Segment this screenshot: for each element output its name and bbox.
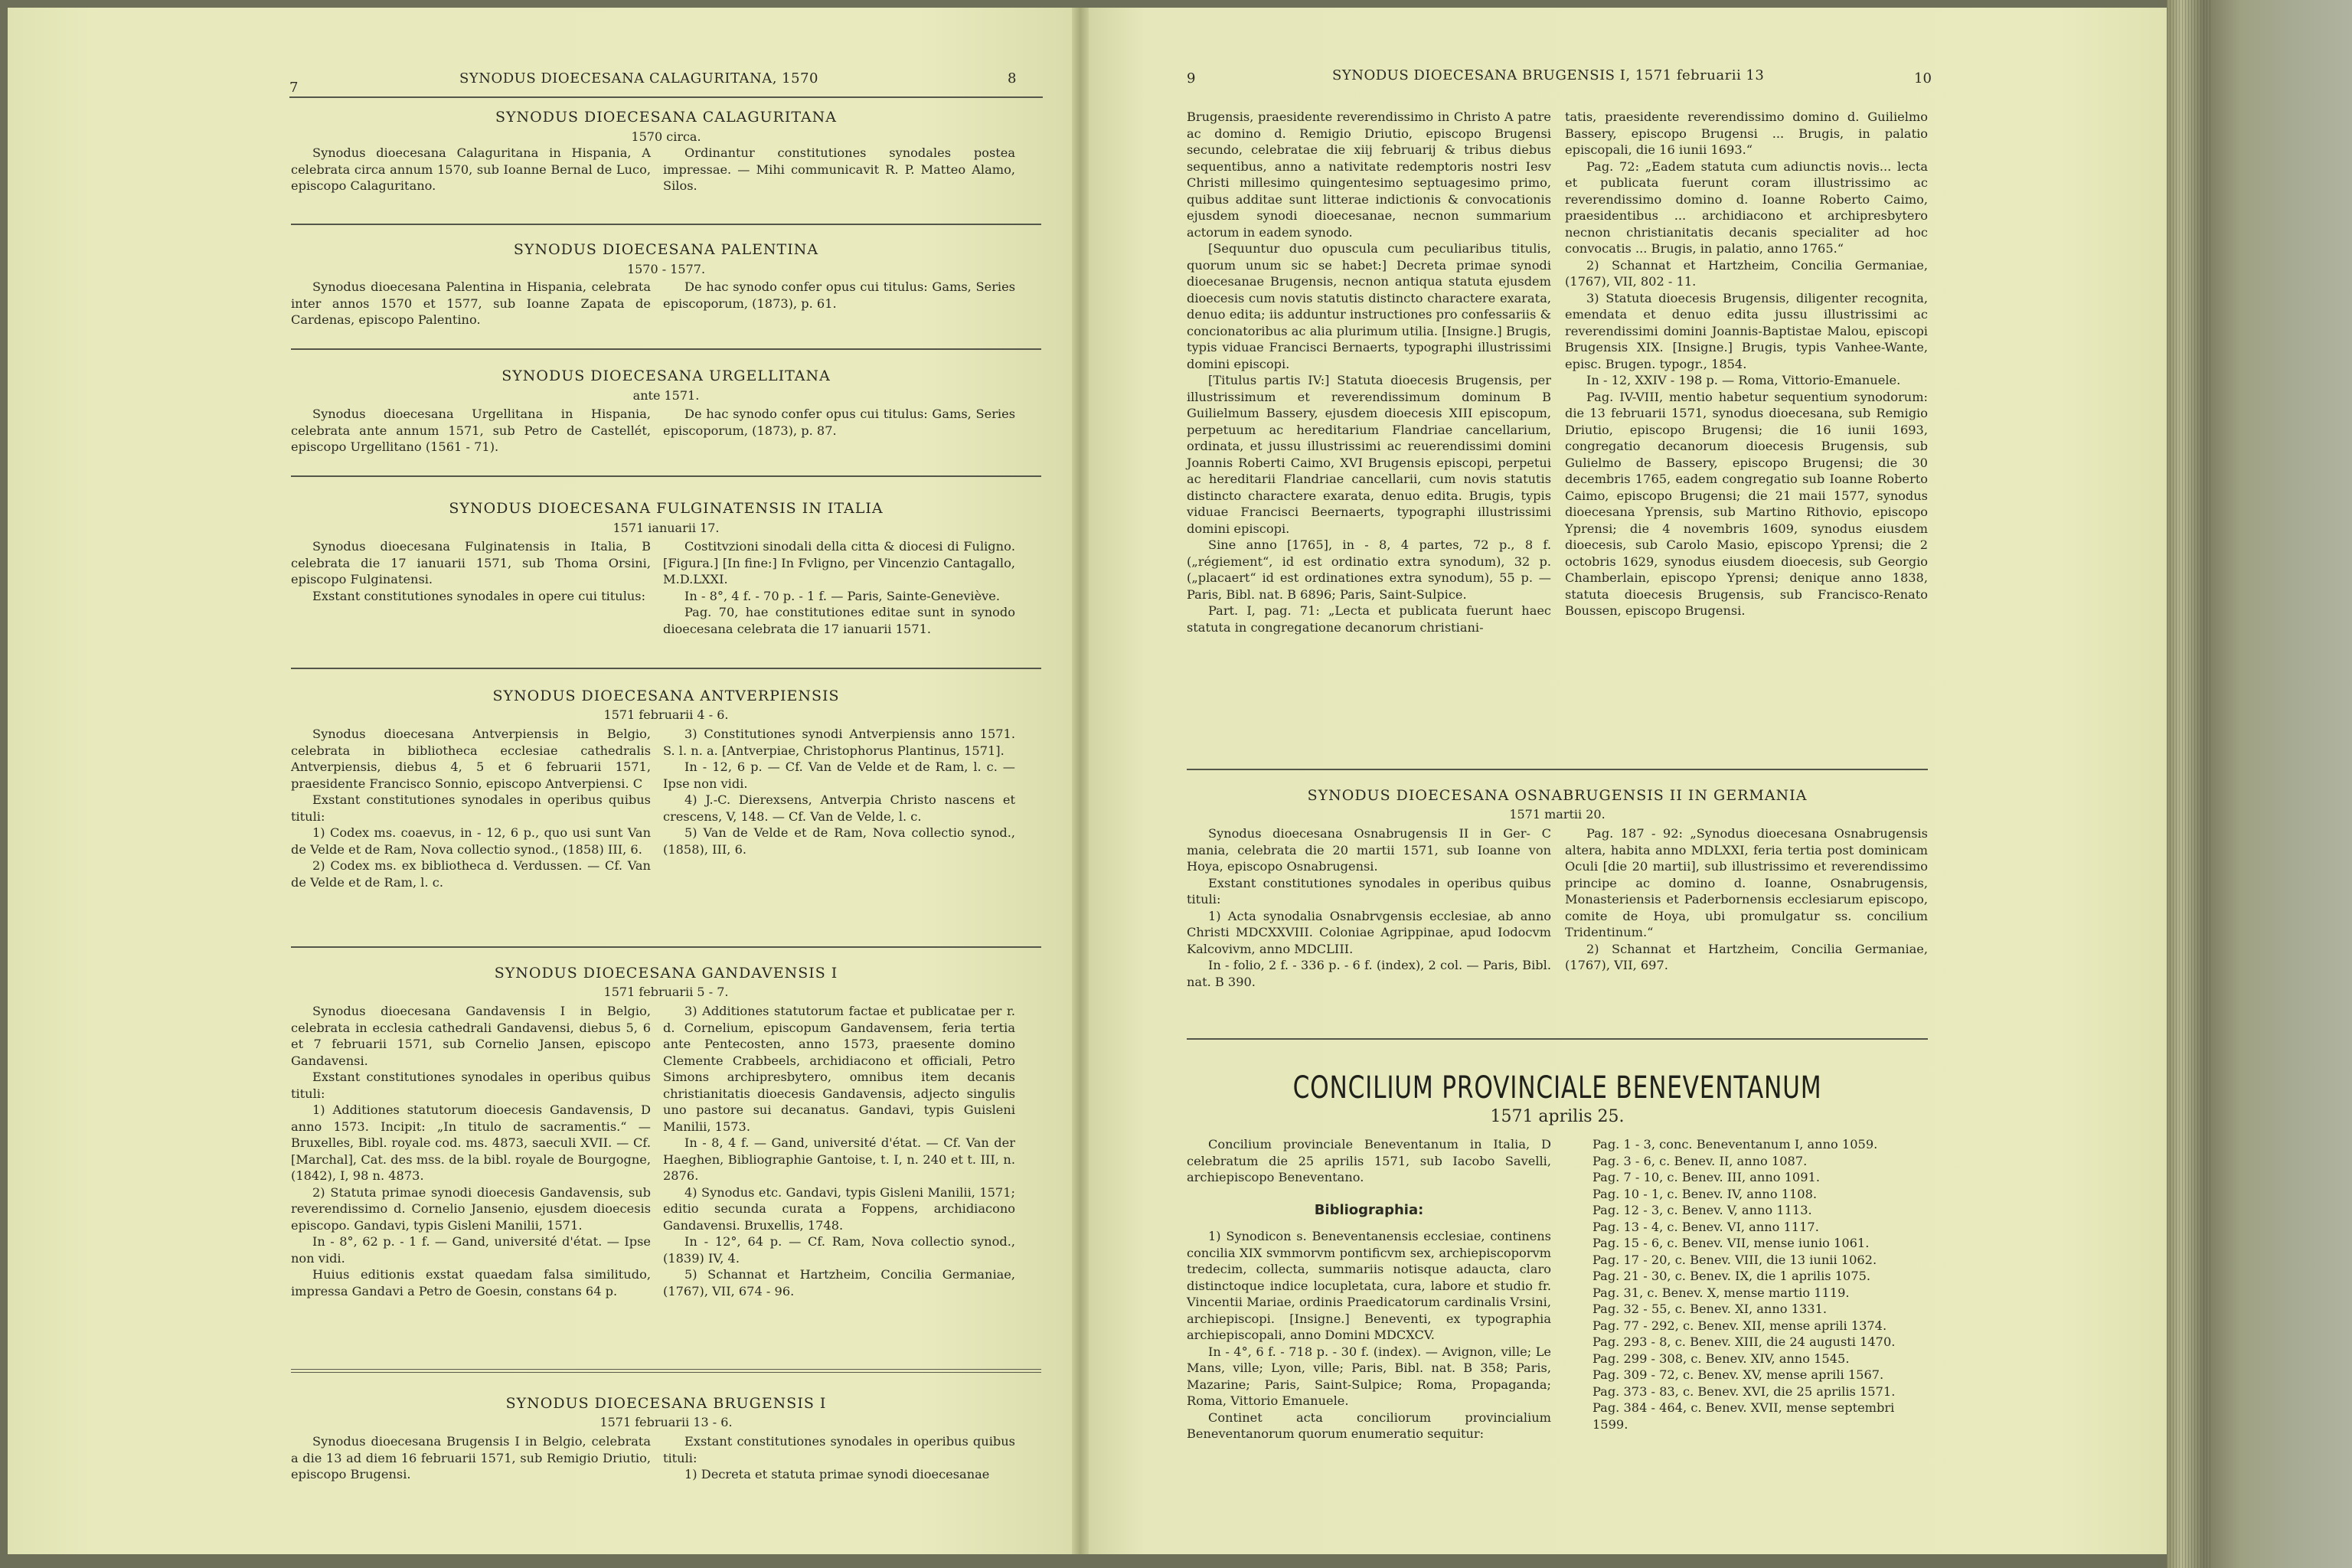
left-head-rule bbox=[289, 96, 1043, 98]
section-title-beneventanum: CONCILIUM PROVINCIALE BENEVENTANUM bbox=[1292, 1070, 1822, 1106]
brugensis-cont-col2 bbox=[1565, 109, 1928, 619]
paragraph: In - 8°, 62 p. - 1 f. — Gand, université d'état. — Ipse non vidi. bbox=[291, 1234, 651, 1266]
section-rule bbox=[291, 1369, 1041, 1373]
list-item: Pag. 299 - 308, c. Benev. XIV, anno 1545. bbox=[1592, 1351, 1850, 1366]
section-title-fulginatensis: SYNODUS DIOECESANA FULGINATENSIS IN ITALIA bbox=[449, 500, 884, 517]
paragraph: 5) Van de Velde et de Ram, Nova collectio synod., (1858), III, 6. bbox=[663, 825, 1015, 857]
paragraph: Sine anno [1765], in - 8, 4 partes, 72 p., 8 f. („régiement“, id est ordinatio extra synodum), 32 p. („placaert“ id est ordinationes extra synodum), 55 p. — Paris, Bibl. nat. B 6896; Paris, Saint-Sulpice. bbox=[1187, 537, 1551, 602]
paragraph: In - 12°, 64 p. — Cf. Ram, Nova collectio synod., (1839) IV, 4. bbox=[663, 1234, 1015, 1266]
section-rule bbox=[291, 348, 1041, 350]
paragraph: Brugensis, praesidente reverendissimo in Christo A patre ac domino d. Remigio Driutio, episcopo Brugensi secundo, celebratae die xiij februarij & tribus diebus sequentibus, anno a nativitate redemptoris nostri Iesv Christi millesimo quingentesimo septuagesimo primo, quibus additae sunt litterae indictionis & convocationis ejusdem synodi dioecesanae, necnon summarium actorum in eadem synodo. bbox=[1187, 109, 1551, 240]
paragraph: Exstant constitutiones synodales in operibus quibus tituli: bbox=[1187, 875, 1551, 906]
paragraph: In - 12, XXIV - 198 p. — Roma, Vittorio-Emanuele. bbox=[1586, 373, 1901, 387]
paragraph: Ordinantur constitutiones synodales postea impressae. — Mihi communicavit R. P. Matteo Alamo, Silos. bbox=[663, 145, 1015, 193]
right-page-number-10: 10 bbox=[1914, 70, 1932, 87]
beneventanum-council-list bbox=[1592, 1136, 1929, 1432]
list-item: Pag. 10 - 1, c. Benev. IV, anno 1108. bbox=[1592, 1186, 1818, 1201]
list-item: Pag. 1 - 3, conc. Beneventanum I, anno 1059. bbox=[1592, 1137, 1878, 1152]
list-item: Pag. 384 - 464, c. Benev. XVII, mense septembri 1599. bbox=[1592, 1400, 1895, 1432]
section-rule bbox=[1187, 1038, 1928, 1040]
paragraph: Exstant constitutiones synodales in operibus quibus tituli: bbox=[663, 1434, 1015, 1465]
paragraph: De hac synodo confer opus cui titulus: Gams, Series episcoporum, (1873), p. 61. bbox=[663, 279, 1015, 311]
paragraph: 3) Statuta dioecesis Brugensis, diligenter recognita, emendata et denuo edita jussu illustrissimi ac reverendissimi domini Joannis-Baptistae Malou, episcopi Brugensis XIX. [Insigne.] Brugis, typis Vanhee-Wante, episc. Brugen. typogr., 1854. bbox=[1565, 290, 1928, 371]
paragraph: tatis, praesidente reverendissimo domino d. Guilielmo Bassery, episcopo Brugensi ... Brugis, in palatio episcopali, die 16 iunii 1693.“ bbox=[1565, 109, 1928, 157]
antverpiensis-col2 bbox=[663, 726, 1015, 858]
list-item: Pag. 373 - 83, c. Benev. XVI, die 25 aprilis 1571. bbox=[1592, 1383, 1896, 1399]
section-date-beneventanum: 1571 aprilis 25. bbox=[1490, 1107, 1625, 1126]
calaguritana-col1 bbox=[291, 145, 651, 194]
paragraph: Part. I, pag. 71: „Lecta et publicata fuerunt haec statuta in congregatione decanorum christiani- bbox=[1187, 603, 1551, 635]
osnabrugensis-col1 bbox=[1187, 825, 1551, 990]
paragraph: 2) Schannat et Hartzheim, Concilia Germaniae, (1767), VII, 802 - 11. bbox=[1565, 257, 1928, 289]
paragraph: Continet acta conciliorum provincialium Beneventanorum quorum enumeratio sequitur: bbox=[1187, 1410, 1551, 1441]
bibliographia-heading: Bibliographia: bbox=[1314, 1202, 1424, 1218]
paragraph: Costitvzioni sinodali della citta & diocesi di Fulignо. [Figura.] [In fine:] In Fvligno, per Vincenzio Cantagallo, M.D.LXXI. bbox=[663, 539, 1015, 586]
brugensis-col2 bbox=[663, 1433, 1015, 1483]
list-item: Pag. 17 - 20, c. Benev. VIII, die 13 iunii 1062. bbox=[1592, 1252, 1877, 1267]
list-item: Pag. 31, c. Benev. X, mense martio 1119. bbox=[1592, 1285, 1850, 1300]
section-title-calaguritana: SYNODUS DIOECESANA CALAGURITANA bbox=[495, 109, 838, 126]
section-date-gandavensis: 1571 februarii 5 - 7. bbox=[603, 985, 729, 999]
paragraph: Concilium provinciale Beneventanum in Italia, D celebratum die 25 aprilis 1571, sub Iacobo Savelli, archiepiscopo Beneventano. bbox=[1187, 1137, 1551, 1184]
paragraph: [Sequuntur duo opuscula cum peculiaribus titulis, quorum unum sic se habet:] Decreta primae synodi dioecesanae Brugensis, necnon antiqua statuta ejusdem dioecesis cum novis statutis distincto charactere exarata, denuo edita; iis adduntur instructiones pro confessariis & concionatoribus ac alia plurimum utilia. [Insigne.] Brugis, typis viduae Francisci Bernaerts, typographi illustrissimi domini episcopi. bbox=[1187, 241, 1551, 371]
osnabrugensis-col2 bbox=[1565, 825, 1928, 974]
paragraph: Huius editionis exstat quaedam falsa similitudo, impressa Gandavi a Petro de Goesin, constans 64 p. bbox=[291, 1267, 651, 1298]
left-page-number-7: 7 bbox=[289, 80, 299, 96]
page-edge-lines bbox=[2167, 0, 2213, 1568]
beneventanum-col1 bbox=[1187, 1136, 1551, 1186]
urgellitana-col1 bbox=[291, 406, 651, 456]
right-running-head: SYNODUS DIOECESANA BRUGENSIS I, 1571 februarii 13 bbox=[1332, 67, 1765, 83]
paragraph: 2) Schannat et Hartzheim, Concilia Germaniae, (1767), VII, 697. bbox=[1565, 941, 1928, 972]
gandavensis-col2 bbox=[663, 1003, 1015, 1299]
section-title-antverpiensis: SYNODUS DIOECESANA ANTVERPIENSIS bbox=[492, 688, 840, 704]
gandavensis-col1 bbox=[291, 1003, 651, 1299]
right-page-number-9: 9 bbox=[1187, 70, 1196, 87]
brugensis-cont-col1 bbox=[1187, 109, 1551, 635]
paragraph: 1) Decreta et statuta primae synodi dioecesanae bbox=[684, 1467, 990, 1481]
list-item: Pag. 21 - 30, c. Benev. IX, die 1 aprilis 1075. bbox=[1592, 1269, 1871, 1283]
section-date-antverpiensis: 1571 februarii 4 - 6. bbox=[603, 707, 729, 722]
section-rule bbox=[1187, 769, 1928, 770]
paragraph: Exstant constitutiones synodales in operibus quibus tituli: bbox=[291, 792, 651, 824]
paragraph: Synodus dioecesana Gandavensis I in Belgio, celebrata in ecclesia cathedrali Gandavensi, diebus 5, 6 et 7 februarii 1571, sub Cornelio Jansen, episcopo Gandavensi. bbox=[291, 1004, 651, 1068]
section-date-osnabrugensis: 1571 martii 20. bbox=[1509, 807, 1606, 822]
paragraph: Pag. 187 - 92: „Synodus dioecesana Osnabrugensis altera, habita anno MDLXXI, feria tertia post dominicam Oculi [die 20 martii], sub illustrissimo et reverendissimo principe ac domino d. Ioanne, Osnabrugensis, Monasteriensis et Paderbornensis ecclesiarum episcopo, comite de Hoya, ubi promulgatur ss. concilium Tridentinum.“ bbox=[1565, 826, 1928, 939]
section-date-fulginatensis: 1571 ianuarii 17. bbox=[612, 521, 720, 535]
paragraph: In - folio, 2 f. - 336 p. - 6 f. (index), 2 col. — Paris, Bibl. nat. B 390. bbox=[1187, 958, 1551, 989]
paragraph: 1) Codex ms. coaevus, in - 12, 6 p., quo usi sunt Van de Velde et de Ram, Nova collectio synod., (1858) III, 6. bbox=[291, 825, 651, 857]
urgellitana-col2 bbox=[663, 406, 1015, 439]
paragraph: 4) Synodus etc. Gandavi, typis Gisleni Manilii, 1571; editio secunda curata a Foppens, archidiacono Gandavensi. Bruxellis, 1748. bbox=[663, 1184, 1015, 1233]
brugensis-col1 bbox=[291, 1433, 651, 1483]
section-title-urgellitana: SYNODUS DIOECESANA URGELLITANA bbox=[501, 368, 831, 384]
paragraph: 3) Constitutiones synodi Antverpiensis anno 1571. S. l. n. a. [Antverpiae, Christophorus Plantinus, 1571]. bbox=[663, 727, 1015, 758]
paragraph: Synodus dioecesana Antverpiensis in Belgio, celebrata in bibliotheca ecclesiae cathedralis Antverpiensis, diebus 4, 5 et 6 februarii 1571, praesidente Francisco Sonnio, episcopo Antverpiensi. C bbox=[291, 727, 651, 791]
paragraph: Synodus dioecesana Calaguritana in Hispania, A celebrata circa annum 1570, sub Ioanne Bernal de Luco, episcopo Calaguritano. bbox=[291, 145, 651, 193]
fulginatensis-col1 bbox=[291, 538, 651, 604]
section-date-urgellitana: ante 1571. bbox=[632, 388, 700, 403]
section-date-calaguritana: 1570 circa. bbox=[631, 129, 701, 144]
paragraph: 4) J.-C. Dierexsens, Antverpia Christo nascens et crescens, V, 148. — Cf. Van de Velde, l. c. bbox=[663, 792, 1015, 824]
paragraph: In - 8, 4 f. — Gand, université d'état. — Cf. Van der Haeghen, Bibliographie Gantoise, t. I, n. 240 et t. III, n. 2876. bbox=[663, 1135, 1015, 1183]
paragraph: 1) Synodicon s. Beneventanensis ecclesiae, continens concilia XIX svmmorvm pontificvm sex, archiepiscoporvm tredecim, collecta, summariis notisque adaucta, claro distinctoque indice locupletata, cura, labore et studio fr. Vincentii Mariae, ordinis Praedicatorum cardinalis Vrsini, archiepiscopi. [Insigne.] Beneventi, ex typographia archiepiscopali, anno Domini MDCXCV. bbox=[1187, 1229, 1551, 1342]
list-item: Pag. 7 - 10, c. Benev. III, anno 1091. bbox=[1592, 1170, 1820, 1184]
antverpiensis-col1 bbox=[291, 726, 651, 890]
paragraph: Pag. 70, hae constitutiones editae sunt in synodo dioecesana celebrata die 17 ianuarii 1571. bbox=[663, 605, 1015, 636]
palentina-col1 bbox=[291, 279, 651, 328]
section-date-palentina: 1570 - 1577. bbox=[626, 262, 706, 276]
section-date-brugensis: 1571 februarii 13 - 6. bbox=[599, 1415, 733, 1429]
paragraph: De hac synodo confer opus cui titulus: Gams, Series episcoporum, (1873), p. 87. bbox=[663, 407, 1015, 438]
paragraph: Pag. 72: „Eadem statuta cum adiunctis novis... lecta et publicata fuerunt coram illustrissimo ac reverendissimo domino d. Ioanne Roberto Caimo, praesidentibus ... archidiacono et archipresbytero necnon christianitatis decanis specialiter ad hoc convocatis ... Brugis, in palatio, anno 1765.“ bbox=[1565, 158, 1928, 256]
section-title-brugensis: SYNODUS DIOECESANA BRUGENSIS I bbox=[505, 1395, 827, 1412]
fulginatensis-col2 bbox=[663, 538, 1015, 637]
paragraph: Synodus dioecesana Urgellitana in Hispania, celebrata ante annum 1571, sub Petro de Castellét, episcopo Urgellitano (1561 - 71). bbox=[291, 407, 651, 454]
book-gutter bbox=[1072, 8, 1089, 1554]
paragraph: Pag. IV-VIII, mentio habetur sequentium synodorum: die 13 februarii 1571, synodus dioecesana, sub Remigio Driutio, episcopo Brugensi; die 16 iunii 1693, congregatio decanorum dioecesis Brugensis, sub Gulielmo de Bassery, episcopo Brugensi; die 30 decembris 1765, eadem congregatio sub Ioanne Roberto Caimo, episcopo Brugensi; die 21 maii 1577, synodus dioecesana Yprensis, sub Martino Rithovio, episcopo Yprensi; die 4 novembris 1609, synodus eiusdem dioecesis, sub Carolo Masio, episcopo Yprensi; die 2 octobris 1629, synodus eiusdem dioecesis, sub Georgio Chamberlain, episcopo Yprensi; denique anno 1838, statuta dioecesis Brugensis, sub Francisco-Renato Boussen, episcopo Brugensi. bbox=[1565, 389, 1928, 618]
palentina-col2 bbox=[663, 279, 1015, 312]
paragraph: 5) Schannat et Hartzheim, Concilia Germaniae, (1767), VII, 674 - 96. bbox=[663, 1267, 1015, 1298]
section-rule bbox=[291, 224, 1041, 225]
paragraph: Synodus dioecesana Palentina in Hispania, celebrata inter annos 1570 et 1577, sub Ioanne Zapata de Cardenas, episcopo Palentino. bbox=[291, 279, 651, 327]
list-item: Pag. 77 - 292, c. Benev. XII, mense aprili 1374. bbox=[1592, 1318, 1887, 1333]
paragraph: 3) Additiones statutorum factae et publicatae per r. d. Cornelium, episcopum Gandavensem, feria tertia ante Pentecosten, anno 1573, praesente domino Clemente Crabbeels, archidiacono et officiali, Petro Simons archipresbytero, omnibus item decanis christianitatis dioecesis Gandavensis, adjecto singulis uno pastore sui decanatus. Gandavi, typis Guisleni Manilii, 1573. bbox=[663, 1004, 1015, 1134]
calaguritana-col2 bbox=[663, 145, 1015, 194]
paragraph: 1) Acta synodalia Osnabrvgensis ecclesiae, ab anno Christi MDCXXVIII. Coloniae Agrippinae, apud Iodocvm Kalcovivm, anno MDCLIII. bbox=[1187, 908, 1551, 956]
paragraph: Synodus dioecesana Brugensis I in Belgio, celebrata a die 13 ad diem 16 februarii 1571, sub Remigio Driutio, episcopo Brugensi. bbox=[291, 1434, 651, 1481]
paragraph: [Titulus partis IV:] Statuta dioecesis Brugensis, per illustrissimum et reverendissimum dominum B Guilielmum Bassery, ejusdem dioecesis XIII episcopum, perpetuum ac hereditarium Flandriae cancellarium, ordinata, et jussu illustrissimi ac reuerendissimi domini Joannis Roberti Caimo, XVI Brugensis episcopi, perpetui ac hereditarii Flandriae cancellarii, cum novis statutis distincto charactere exarata, denuo edita. Brugis, typis viduae Francisci Beernaerts, typographi illustrissimi domini episcopi. bbox=[1187, 373, 1551, 536]
left-page-number-8: 8 bbox=[1008, 70, 1017, 87]
list-item: Pag. 3 - 6, c. Benev. II, anno 1087. bbox=[1592, 1153, 1808, 1168]
list-item: Pag. 15 - 6, c. Benev. VII, mense iunio 1061. bbox=[1592, 1236, 1870, 1250]
section-rule bbox=[291, 475, 1041, 477]
paragraph: In - 4°, 6 f. - 718 p. - 30 f. (index). — Avignon, ville; Le Mans, ville; Lyon, ville; Paris, Bibl. nat. B 358; Paris, Mazarine; Paris, Saint-Sulpice; Roma, Propaganda; Roma, Vittorio Emanuele. bbox=[1187, 1344, 1551, 1408]
paragraph: 1) Additiones statutorum dioecesis Gandavensis, D anno 1573. Incipit: „In titulo de sacramentis.“ — Bruxelles, Bibl. royale cod. ms. 4873, saeculi XVII. — Cf. [Marchal], Cat. des mss. de la bibl. royale de Bourgogne, (1842), I, 98 n. 4873. bbox=[291, 1102, 651, 1183]
section-rule bbox=[291, 668, 1041, 669]
left-running-head: SYNODUS DIOECESANA CALAGURITANA, 1570 bbox=[459, 70, 818, 87]
paragraph: 2) Codex ms. ex bibliotheca d. Verdussen. — Cf. Van de Velde et de Ram, l. c. bbox=[291, 858, 651, 890]
paragraph: Exstant constitutiones synodales in operibus quibus tituli: bbox=[291, 1070, 651, 1101]
paragraph: Synodus dioecesana Osnabrugensis II in Ger- C mania, celebrata die 20 martii 1571, sub Ioanne von Hoya, episcopo Osnabrugensi. bbox=[1187, 826, 1551, 874]
section-title-palentina: SYNODUS DIOECESANA PALENTINA bbox=[513, 241, 819, 258]
list-item: Pag. 293 - 8, c. Benev. XIII, die 24 augusti 1470. bbox=[1592, 1334, 1896, 1349]
paragraph: Exstant constitutiones synodales in opere cui titulus: bbox=[312, 588, 646, 603]
section-rule bbox=[291, 946, 1041, 948]
paragraph: Synodus dioecesana Fulginatensis in Italia, B celebrata die 17 ianuarii 1571, sub Thoma Orsini, episcopo Fulginatensi. bbox=[291, 539, 651, 586]
paragraph: In - 12, 6 p. — Cf. Van de Velde et de Ram, l. c. — Ipse non vidi. bbox=[663, 760, 1015, 791]
beneventanum-bibliography bbox=[1187, 1228, 1551, 1442]
section-title-osnabrugensis: SYNODUS DIOECESANA OSNABRUGENSIS II IN GERMANIA bbox=[1307, 787, 1808, 804]
list-item: Pag. 12 - 3, c. Benev. V, anno 1113. bbox=[1592, 1203, 1812, 1217]
list-item: Pag. 309 - 72, c. Benev. XV, mense aprili 1567. bbox=[1592, 1367, 1884, 1382]
list-item: Pag. 32 - 55, c. Benev. XI, anno 1331. bbox=[1592, 1302, 1828, 1316]
paragraph: 2) Statuta primae synodi dioecesis Gandavensis, sub reverendissimo d. Cornelio Jansenio, ejusdem dioecesis episcopo. Gandavi, typis Gisleni Manilii, 1571. bbox=[291, 1184, 651, 1233]
section-title-gandavensis: SYNODUS DIOECESANA GANDAVENSIS I bbox=[494, 965, 838, 982]
paragraph: In - 8°, 4 f. - 70 p. - 1 f. — Paris, Sainte-Geneviève. bbox=[684, 588, 1001, 603]
list-item: Pag. 13 - 4, c. Benev. VI, anno 1117. bbox=[1592, 1219, 1819, 1234]
